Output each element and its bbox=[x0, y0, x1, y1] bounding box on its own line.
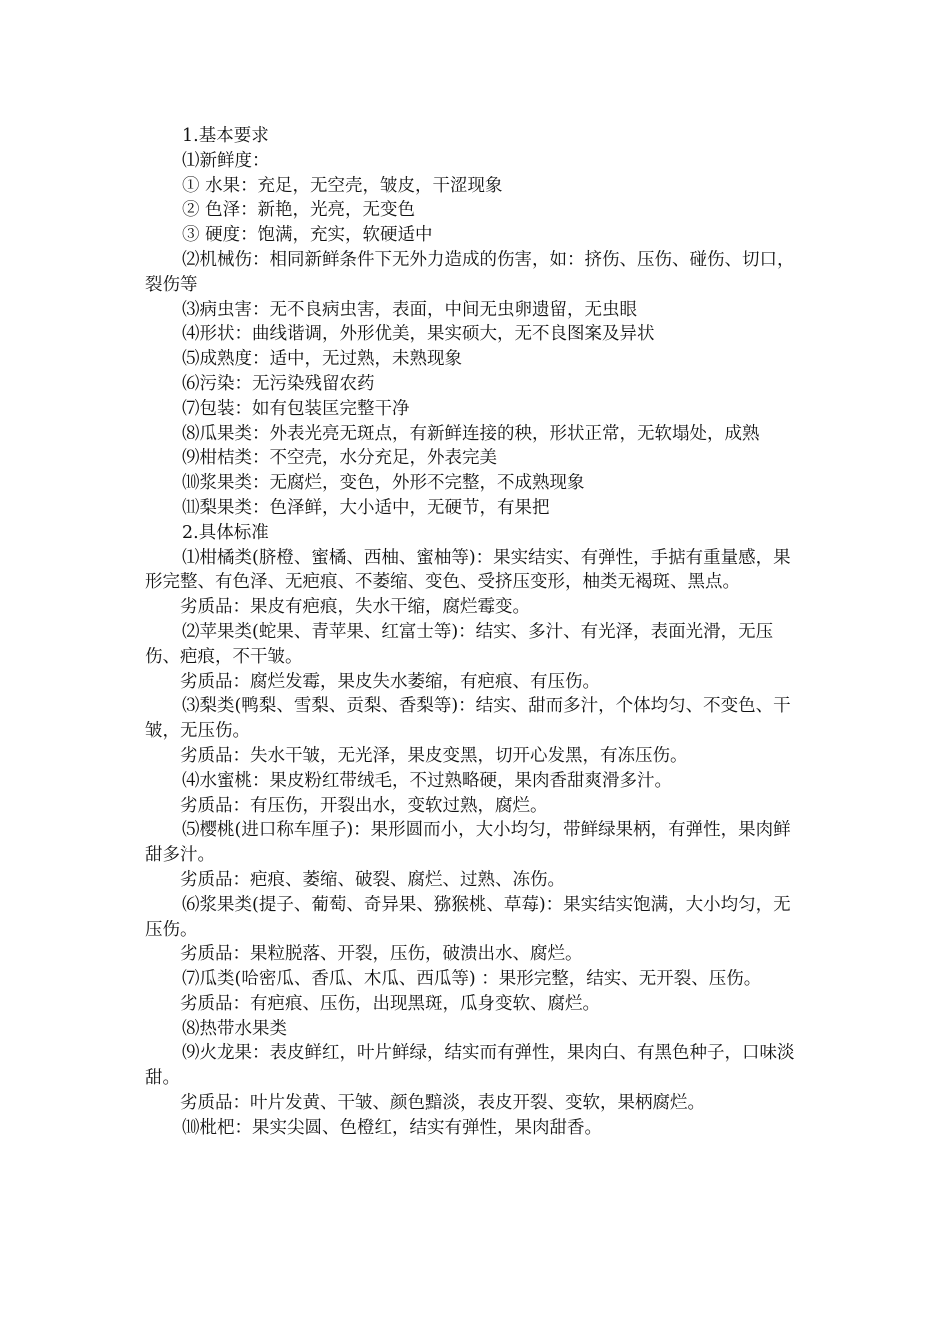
document-body bbox=[145, 124, 807, 1141]
paragraph-peaches-inferior: 劣质品：有压伤，开裂出水，变软过熟，腐烂。 bbox=[180, 795, 548, 816]
paragraph-dragon-fruit-inferior: 劣质品：叶片发黄、干皱、颜色黯淡，表皮开裂、变软，果柄腐烂。 bbox=[180, 1093, 705, 1114]
paragraph-freshness: ⑴新鲜度： bbox=[182, 150, 270, 171]
paragraph-pears-inferior: 劣质品：失水干皱，无光泽，果皮变黑，切开心发黑，有冻压伤。 bbox=[180, 745, 688, 766]
paragraph-ripeness: ⑸成熟度：适中，无过熟，未熟现象 bbox=[182, 349, 462, 370]
paragraph-packaging: ⑺包装：如有包装匡完整干净 bbox=[182, 398, 410, 419]
section-heading-specific-standards: 2.具体标准 bbox=[182, 522, 269, 543]
paragraph-apples: ⑵苹果类(蛇果、青苹果、红富士等)：结实、多汁、有光泽，表面光滑，无压伤、疤痕，不干皱。 bbox=[145, 621, 774, 667]
paragraph-cherries: ⑸樱桃(进口称车厘子)：果形圆而小，大小均匀，带鲜绿果柄，有弹性，果肉鲜甜多汁。 bbox=[145, 820, 791, 866]
paragraph-melons: ⑻瓜果类：外表光亮无斑点，有新鲜连接的秧，形状正常，无软塌处，成熟 bbox=[182, 423, 760, 444]
paragraph-citrus-basic: ⑼柑桔类：不空壳，水分充足，外表完美 bbox=[182, 448, 497, 469]
paragraph-loquat: ⑽枇杷：果实尖圆、色橙红，结实有弹性，果肉甜香。 bbox=[182, 1117, 602, 1138]
paragraph-berries: ⑹浆果类(提子、葡萄、奇异果、猕猴桃、草莓)：果实结实饱满，大小均匀，无压伤。 bbox=[145, 894, 791, 940]
paragraph-dragon-fruit: ⑼火龙果：表皮鲜红，叶片鲜绿，结实而有弹性，果肉白、有黑色种子，口味淡甜。 bbox=[145, 1043, 795, 1089]
paragraph-citrus-inferior: 劣质品：果皮有疤痕，失水干缩，腐烂霉变。 bbox=[180, 597, 530, 618]
paragraph-mechanical-damage: ⑵机械伤：相同新鲜条件下无外力造成的伤害，如：挤伤、压伤、碰伤、切口，裂伤等 bbox=[145, 249, 795, 295]
paragraph-apples-inferior: 劣质品：腐烂发霉，果皮失水萎缩，有疤痕、有压伤。 bbox=[180, 671, 600, 692]
section-heading-basic-requirements: 1.基本要求 bbox=[182, 126, 269, 146]
paragraph-citrus: ⑴柑橘类(脐橙、蜜橘、西柚、蜜柚等)：果实结实、有弹性，手掂有重量感，果形完整、有色泽、无疤痕、不萎缩、变色、受挤压变形，柚类无褐斑、黑点。 bbox=[145, 547, 791, 593]
paragraph-color: ② 色泽：新艳，光亮，无变色 bbox=[182, 200, 416, 221]
paragraph-pollution: ⑹污染：无污染残留农药 bbox=[182, 373, 375, 394]
paragraph-shape: ⑷形状：曲线谐调，外形优美，果实硕大，无不良图案及异状 bbox=[182, 324, 655, 345]
paragraph-melons-inferior: 劣质品：有疤痕、压伤，出现黑斑，瓜身变软、腐烂。 bbox=[180, 993, 600, 1014]
paragraph-fruit: ① 水果：充足，无空壳，皱皮，干涩现象 bbox=[182, 175, 503, 196]
paragraph-berries-inferior: 劣质品：果粒脱落、开裂，压伤，破溃出水、腐烂。 bbox=[180, 944, 583, 965]
paragraph-pome-basic: ⑾梨果类：色泽鲜，大小适中，无硬节，有果把 bbox=[182, 497, 550, 518]
paragraph-pears: ⑶梨类(鸭梨、雪梨、贡梨、香梨等)：结实、甜而多汁，个体均匀、不变色、干皱，无压伤。 bbox=[145, 696, 791, 742]
paragraph-melons-specific: ⑺瓜类(哈密瓜、香瓜、木瓜、西瓜等) ：果形完整，结实、无开裂、压伤。 bbox=[182, 969, 762, 990]
paragraph-cherries-inferior: 劣质品：疤痕、萎缩、破裂、腐烂、过熟、冻伤。 bbox=[180, 869, 565, 890]
paragraph-peaches: ⑷水蜜桃：果皮粉红带绒毛，不过熟略硬，果肉香甜爽滑多汁。 bbox=[182, 770, 672, 791]
paragraph-pests: ⑶病虫害：无不良病虫害，表面，中间无虫卵遗留，无虫眼 bbox=[182, 299, 637, 320]
paragraph-tropical: ⑻热带水果类 bbox=[182, 1018, 287, 1039]
paragraph-hardness: ③ 硬度：饱满，充实，软硬适中 bbox=[182, 225, 433, 246]
paragraph-berries-basic: ⑽浆果类：无腐烂，变色，外形不完整，不成熟现象 bbox=[182, 473, 585, 494]
